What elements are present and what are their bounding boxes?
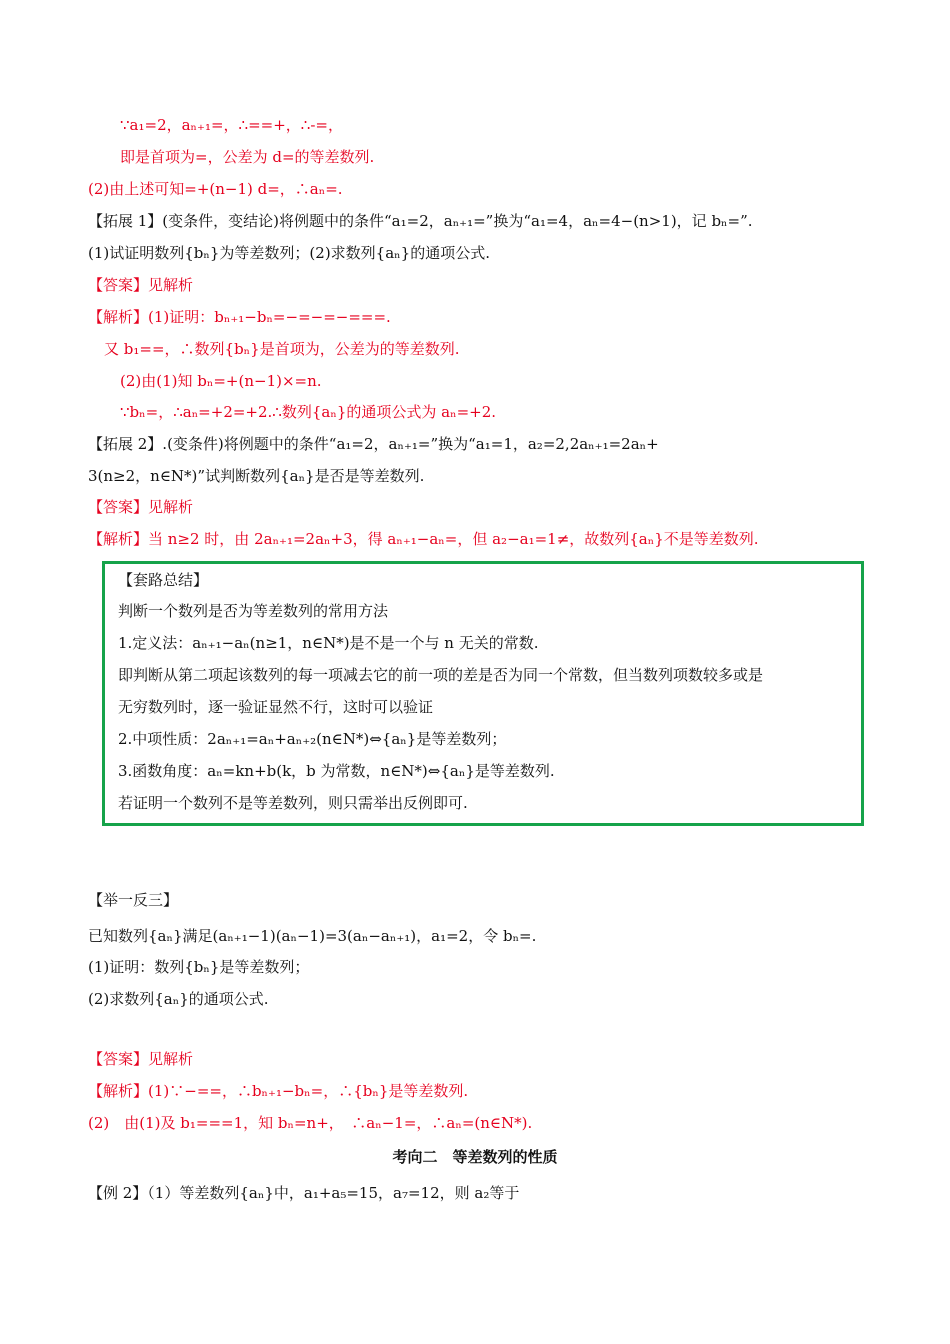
section-heading: 考向二 等差数列的性质: [392, 1148, 558, 1166]
text-line: (1)证明：数列{bₙ}是等差数列；: [88, 958, 310, 976]
practice-title: 【举一反三】: [88, 891, 179, 909]
text-line: (2)求数列{aₙ}的通项公式.: [88, 990, 269, 1008]
summary-line: 1.定义法：aₙ₊₁−aₙ(n≥1，n∈N*)是不是一个与 n 无关的常数.: [118, 634, 539, 652]
text-line: (2)由上述可知=+(n−1) d=，∴aₙ=.: [88, 180, 343, 198]
text-line: (1)试证明数列{bₙ}为等差数列；(2)求数列{aₙ}的通项公式.: [88, 244, 490, 262]
text-line: (2) 由(1)及 b₁===1，知 bₙ=n+， ∴aₙ−1=，∴aₙ=(n∈N*).: [88, 1114, 533, 1132]
summary-title: 【套路总结】: [118, 571, 209, 589]
text-line: 已知数列{aₙ}满足(aₙ₊₁−1)(aₙ−1)=3(aₙ−aₙ₊₁)，a₁=2，令 bₙ=.: [88, 927, 537, 945]
answer-label: 【答案】见解析: [88, 498, 194, 516]
text-line: 【解析】(1)∵−==，∴bₙ₊₁−bₙ=，∴{bₙ}是等差数列.: [88, 1082, 469, 1100]
summary-line: 无穷数列时，逐一验证显然不行，这时可以验证: [118, 698, 434, 716]
text-line: 【解析】当 n≥2 时，由 2aₙ₊₁=2aₙ+3，得 aₙ₊₁−aₙ=，但 a₂−a₁=1≠，故数列{aₙ}不是等差数列.: [88, 530, 759, 548]
text-line: (2)由(1)知 bₙ=+(n−1)×=n.: [120, 372, 322, 390]
text-line: 【拓展 2】.(变条件)将例题中的条件“a₁=2，aₙ₊₁=”换为“a₁=1，a₂=2,2aₙ₊₁=2aₙ+: [88, 435, 659, 453]
text-line: ∵a₁=2，aₙ₊₁=，∴==+，∴-=，: [120, 116, 343, 134]
summary-line: 2.中项性质：2aₙ₊₁=aₙ+aₙ₊₂(n∈N*)⇔{aₙ}是等差数列；: [118, 730, 507, 748]
answer-label: 【答案】见解析: [88, 276, 194, 294]
text-line: 【解析】(1)证明：bₙ₊₁−bₙ=−=−=−===.: [88, 308, 391, 326]
example-line: 【例 2】（1）等差数列{aₙ}中，a₁+a₅=15，a₇=12，则 a₂等于: [88, 1184, 520, 1202]
summary-line: 若证明一个数列不是等差数列，则只需举出反例即可.: [118, 794, 468, 812]
text-line: ∵bₙ=，∴aₙ=+2=+2.∴数列{aₙ}的通项公式为 aₙ=+2.: [120, 403, 497, 421]
text-line: 3(n≥2，n∈N*)”试判断数列{aₙ}是否是等差数列.: [88, 467, 425, 485]
text-line: 【拓展 1】(变条件，变结论)将例题中的条件“a₁=2，aₙ₊₁=”换为“a₁=4，aₙ=4−(n>1)，记 bₙ=”.: [88, 212, 753, 230]
summary-line: 3.函数角度：aₙ=kn+b(k，b 为常数，n∈N*)⇔{aₙ}是等差数列.: [118, 762, 555, 780]
summary-line: 即判断从第二项起该数列的每一项减去它的前一项的差是否为同一个常数，但当数列项数较多或是: [118, 666, 764, 684]
text-line: 即是首项为=，公差为 d=的等差数列.: [120, 148, 375, 166]
text-line: 又 b₁==，∴数列{bₙ}是首项为，公差为的等差数列.: [104, 340, 460, 358]
answer-label: 【答案】见解析: [88, 1050, 194, 1068]
summary-line: 判断一个数列是否为等差数列的常用方法: [118, 602, 389, 620]
